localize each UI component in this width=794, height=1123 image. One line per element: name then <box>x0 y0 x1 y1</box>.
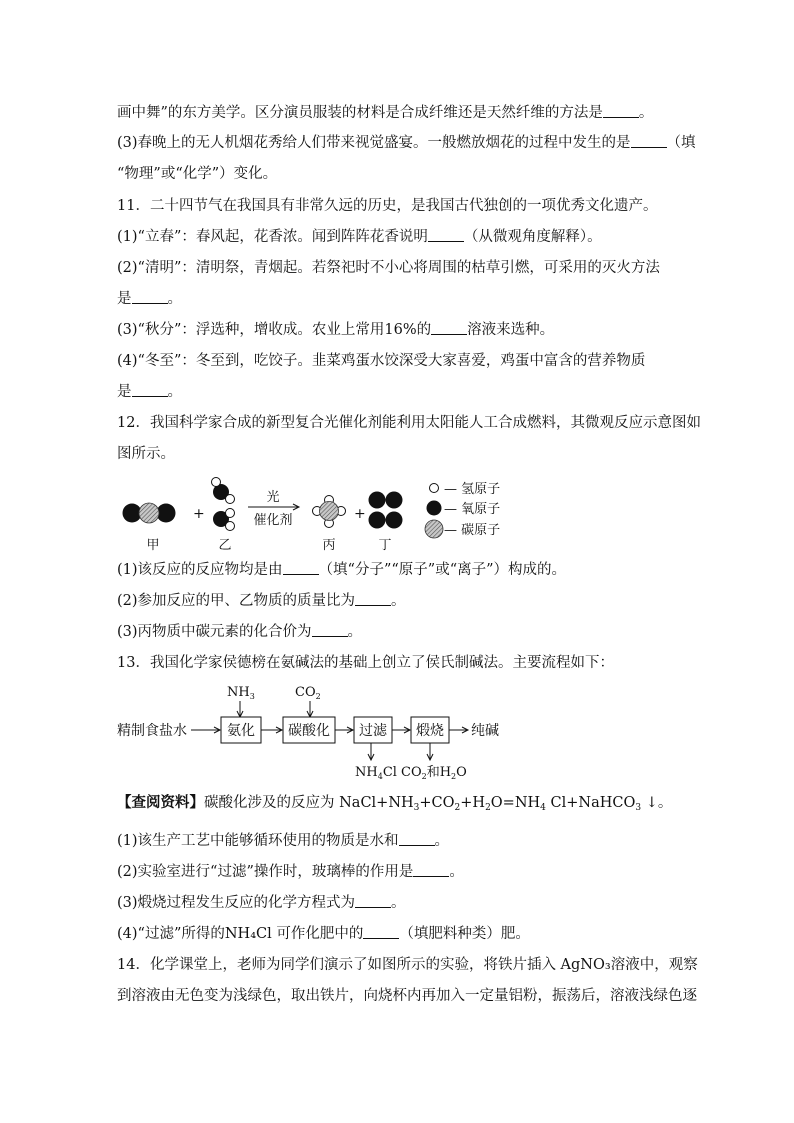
answer-blank[interactable] <box>312 622 348 637</box>
flow-start-label: 精制食盐水 <box>117 723 187 739</box>
question-13-stem: 13．我国化学家侯德榜在氨碱法的基础上创立了侯氏制碱法。主要流程如下： <box>117 655 614 671</box>
text-line: (2)实验室进行“过滤”操作时，玻璃棒的作用是 。 <box>117 864 464 880</box>
text-line: (1)该反应的反应物均是由 （填“分子”“原子”或“离子”）构成的。 <box>117 562 567 578</box>
label-ding: 丁 <box>378 538 392 553</box>
legend-oxygen-label: — 氧原子 <box>444 502 501 517</box>
step-ammoniation-label: 氨化 <box>227 723 255 739</box>
answer-blank[interactable] <box>631 133 667 148</box>
molecule-bing <box>313 496 346 528</box>
step-calcination-label: 煅烧 <box>416 723 444 739</box>
answer-blank[interactable] <box>132 382 168 397</box>
question-14-stem: 14．化学课堂上，老师为同学们演示了如图所示的实验，将铁片插入 AgNO₃溶液中，观察 <box>117 957 698 973</box>
answer-blank[interactable] <box>283 560 319 575</box>
condition-light: 光 <box>266 490 280 505</box>
text-line: (4)“过滤”所得的NH₄Cl 可作化肥中的 （填肥料种类）肥。 <box>117 926 530 942</box>
text-line: 到溶液由无色变为浅绿色，取出铁片，向烧杯内再加入一定量铝粉，振荡后，溶液浅绿色逐 <box>117 988 697 1004</box>
text-line: “物理”或“化学”）变化。 <box>117 166 278 182</box>
step-filtration-label: 过滤 <box>359 723 387 739</box>
input-co2: $CO_2$ <box>295 685 321 701</box>
legend-carbon-swatch <box>425 520 443 538</box>
text-line: 画中舞”的东方美学。区分演员服装的材料是合成纤维还是天然纤维的方法是 。 <box>117 105 654 121</box>
step-carbonation-label: 碳酸化 <box>288 723 330 739</box>
text-line: (2)“清明”：清明祭，青烟起。若祭祀时不小心将周围的枯草引燃，可采用的灭火方法 <box>117 260 660 276</box>
input-nh3: $NH_3$ <box>227 685 255 701</box>
answer-blank[interactable] <box>413 862 449 877</box>
text-line: (1)该生产工艺中能够循环使用的物质是水和 。 <box>117 833 450 849</box>
text-line: (3)“秋分”：浮选种，增收成。农业上常用16%的 溶液来选种。 <box>117 322 555 338</box>
molecule-ding <box>369 492 403 529</box>
legend-hydrogen-label: — 氢原子 <box>444 482 501 497</box>
question-11-stem: 11．二十四节气在我国具有非常久远的历史，是我国古代独创的一项优秀文化遗产。 <box>117 198 658 214</box>
answer-blank[interactable] <box>355 591 391 606</box>
legend-hydrogen-swatch <box>430 484 439 493</box>
text-line: 是 。 <box>117 291 182 307</box>
output-co2-h2o: $CO_2$和$H_2O$ <box>401 765 467 781</box>
text-line: 是 。 <box>117 384 182 400</box>
plus-sign: + <box>193 506 205 522</box>
output-nh4cl: $NH_4Cl$ <box>355 765 397 781</box>
legend-carbon-label: — 碳原子 <box>444 523 501 538</box>
answer-blank[interactable] <box>132 289 168 304</box>
label-jia: 甲 <box>146 538 160 553</box>
answer-blank[interactable] <box>355 893 391 908</box>
text-line: (2)参加反应的甲、乙物质的质量比为 。 <box>117 593 406 609</box>
condition-catalyst: 催化剂 <box>253 513 293 528</box>
label-bing: 丙 <box>322 538 336 553</box>
reference-note: 【查阅资料】碳酸化涉及的反应为 $NaCl+NH_3+CO_2+H_2O=NH_4$ Cl+NaHCO$_3$ ↓。 <box>117 794 673 813</box>
process-flow-diagram <box>115 680 515 785</box>
flow-end-label: 纯碱 <box>471 723 499 739</box>
label-yi: 乙 <box>218 538 232 553</box>
question-12-stem: 12．我国科学家合成的新型复合光催化剂能利用太阳能人工合成燃料，其微观反应示意图如 <box>117 415 701 431</box>
answer-blank[interactable] <box>431 320 467 335</box>
text-line: (3)春晚上的无人机烟花秀给人们带来视觉盛宴。一般燃放烟花的过程中发生的是 （填 <box>117 135 696 151</box>
molecule-yi <box>212 478 235 531</box>
plus-sign: + <box>354 506 366 522</box>
text-line: (3)煅烧过程发生反应的化学方程式为 。 <box>117 895 406 911</box>
text-line: 图所示。 <box>117 446 175 462</box>
reaction-diagram <box>115 473 515 553</box>
legend-oxygen-swatch <box>427 501 442 516</box>
molecule-jia <box>123 503 176 523</box>
text-line: (3)丙物质中碳元素的化合价为 。 <box>117 624 363 640</box>
answer-blank[interactable] <box>428 227 464 242</box>
text-line: (1)“立春”：春风起，花香浓。闻到阵阵花香说明 （从微观角度解释）。 <box>117 229 602 245</box>
answer-blank[interactable] <box>363 924 399 939</box>
legend <box>425 482 500 538</box>
answer-blank[interactable] <box>603 103 639 118</box>
answer-blank[interactable] <box>399 831 435 846</box>
text-line: (4)“冬至”：冬至到，吃饺子。韭菜鸡蛋水饺深受大家喜爱，鸡蛋中富含的营养物质 <box>117 353 646 369</box>
